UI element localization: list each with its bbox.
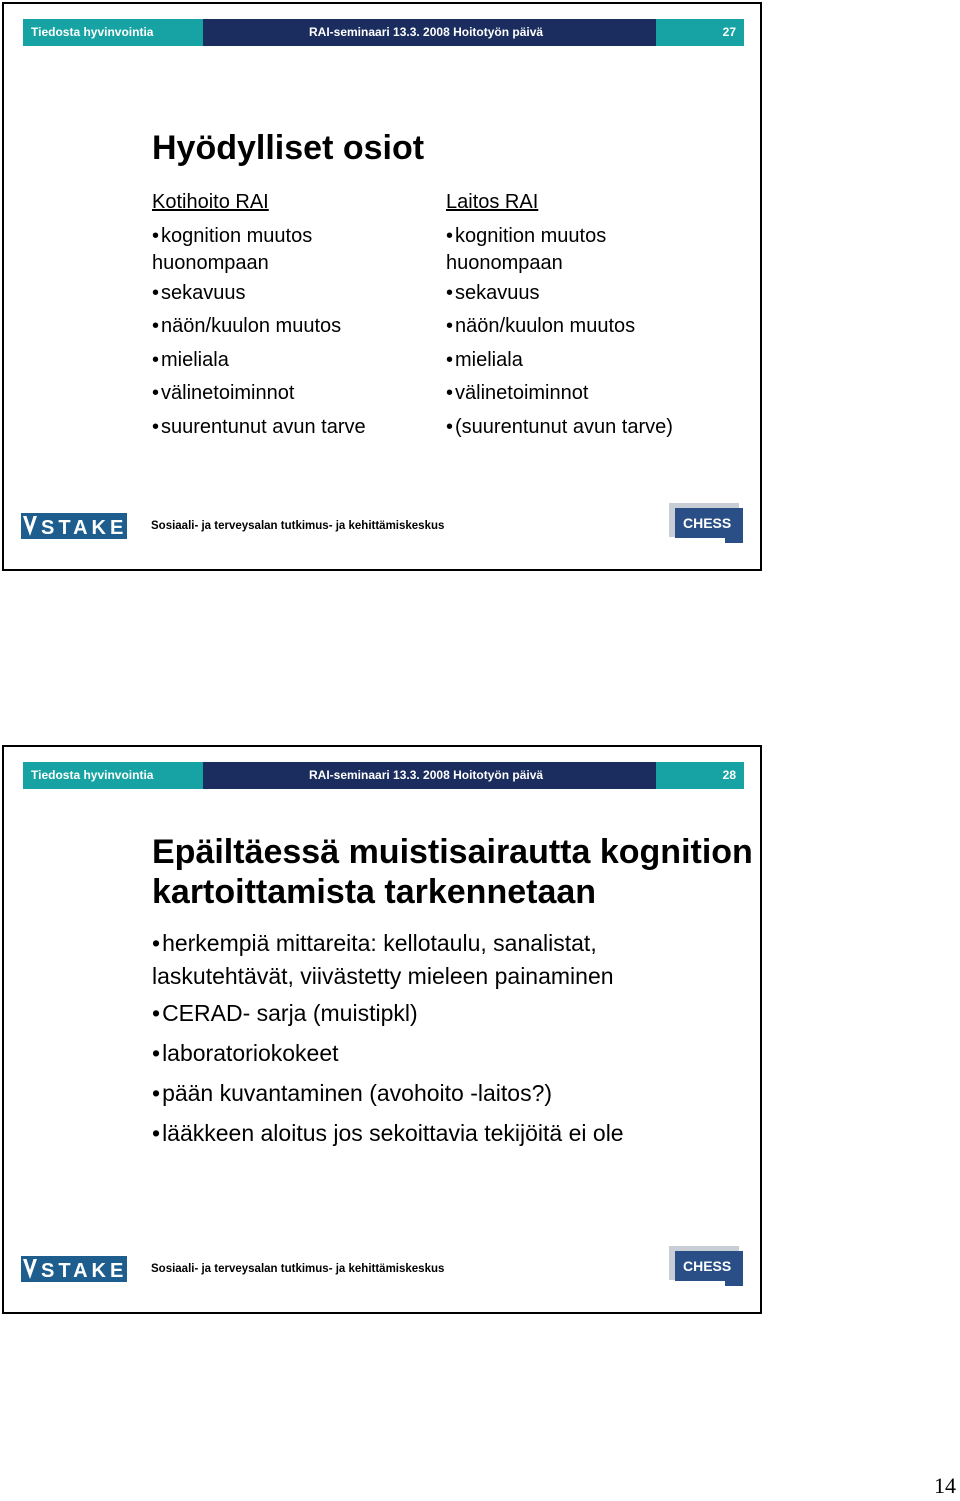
bullet-item: • näön/kuulon muutos xyxy=(446,310,746,344)
header-center-label: RAI-seminaari 13.3. 2008 Hoitotyön päivä xyxy=(203,19,656,46)
bullet-item: • sekavuus xyxy=(152,277,432,311)
column-heading: Kotihoito RAI xyxy=(152,191,269,213)
footer-organization: Sosiaali- ja terveysalan tutkimus- ja kehittämiskeskus xyxy=(151,1263,445,1275)
bullet-item: • pään kuvantaminen (avohoito -laitos?) xyxy=(152,1073,742,1113)
bullet-item: • kognition muutos xyxy=(446,223,746,250)
bullet-item-continuation: laskutehtävät, viivästetty mieleen painaminen xyxy=(152,963,614,989)
bullet-item: • mieliala xyxy=(446,344,746,378)
bullet-item: • suurentunut avun tarve xyxy=(152,411,432,445)
bullet-item: • sekavuus xyxy=(446,277,746,311)
bullet-item: • lääkkeen aloitus jos sekoittavia tekijöitä ei ole xyxy=(152,1113,742,1153)
chess-logo xyxy=(669,1246,743,1286)
slide-footer xyxy=(21,509,745,549)
slide-title-line: Epäiltäessä muistisairautta kognition xyxy=(152,833,753,871)
bullet-item: • välinetoiminnot xyxy=(446,377,746,411)
slide-header-bar xyxy=(23,19,744,46)
stakes-logo xyxy=(21,513,145,539)
svg-text:STAKES: STAKES xyxy=(41,517,145,539)
bullet-item-continuation: huonompaan xyxy=(152,251,269,274)
bullet-item: • herkempiä mittareita: kellotaulu, sanalistat, xyxy=(152,927,742,960)
bullet-list xyxy=(152,927,742,1153)
bullet-item: • välinetoiminnot xyxy=(152,377,432,411)
slide-number: 27 xyxy=(656,19,744,46)
svg-text:STAKES: STAKES xyxy=(41,1260,145,1282)
chess-logo xyxy=(669,503,743,543)
bullet-item: • mieliala xyxy=(152,344,432,378)
slide-number: 28 xyxy=(656,762,744,789)
svg-text:CHESS: CHESS xyxy=(683,515,732,531)
slide-title: Hyödylliset osiot xyxy=(152,129,425,167)
slide-28 xyxy=(2,745,762,1314)
slide-title xyxy=(152,832,753,912)
column-heading: Laitos RAI xyxy=(446,191,539,213)
slide-title-line: kartoittamista tarkennetaan xyxy=(152,873,597,911)
slide-27 xyxy=(2,2,762,571)
stakes-logo xyxy=(21,1256,145,1282)
bullet-item: • näön/kuulon muutos xyxy=(152,310,432,344)
slide-footer xyxy=(21,1252,745,1292)
bullet-item: • CERAD- sarja (muistipkl) xyxy=(152,993,742,1033)
page-number: 14 xyxy=(934,1473,956,1498)
slide-header-bar xyxy=(23,762,744,789)
bullet-item: • kognition muutos xyxy=(152,223,432,250)
bullet-item-continuation: huonompaan xyxy=(446,251,563,274)
footer-organization: Sosiaali- ja terveysalan tutkimus- ja kehittämiskeskus xyxy=(151,520,445,532)
bullet-item: • (suurentunut avun tarve) xyxy=(446,411,746,445)
header-center-label: RAI-seminaari 13.3. 2008 Hoitotyön päivä xyxy=(203,762,656,789)
left-column xyxy=(152,186,432,444)
header-left-label: Tiedosta hyvinvointia xyxy=(23,19,203,46)
right-column xyxy=(446,186,746,444)
svg-text:CHESS: CHESS xyxy=(683,1258,732,1274)
bullet-item: • laboratoriokokeet xyxy=(152,1033,742,1073)
header-left-label: Tiedosta hyvinvointia xyxy=(23,762,203,789)
